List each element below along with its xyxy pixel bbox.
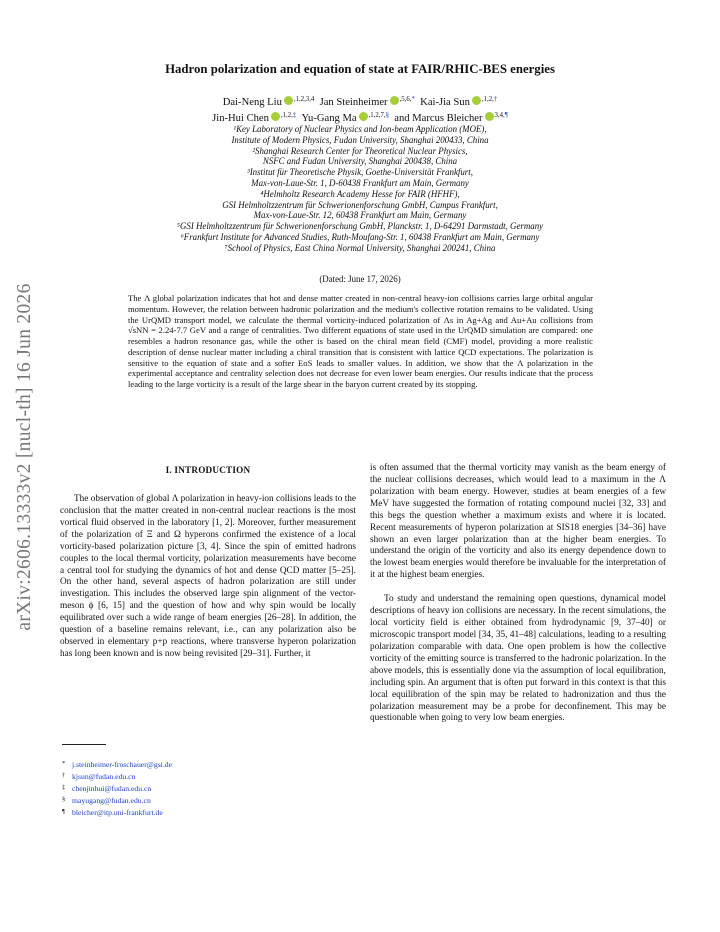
orcid-icon[interactable] (359, 112, 368, 121)
affiliation-line: ¹Key Laboratory of Nuclear Physics and Ion-beam Application (MOE), (233, 124, 487, 134)
email-link[interactable]: chenjinhui@fudan.edu.cn (72, 784, 152, 794)
affiliation-line: ²Shanghai Research Center for Theoretical Nuclear Physics, (252, 145, 468, 156)
affiliation-line: ³Institut für Theoretische Physik, Goethe-Universität Frankfurt, (247, 167, 473, 178)
author-affil-sup: ,1,2,7, (368, 112, 386, 119)
affiliation-line: Max-von-Laue-Str. 12, 60438 Frankfurt am Main, Germany (253, 210, 467, 221)
affiliation-line: Institute of Modern Physics, Fudan University, Shanghai 200433, China (231, 134, 489, 145)
left-column (60, 494, 356, 661)
footnote-mark: * (62, 760, 66, 767)
affiliation-line: ⁵GSI Helmholtzzentrum für Schwerionenforschung GmbH, Planckstr. 1, D-64291 Darmstadt, Germany (176, 221, 544, 232)
affiliations (60, 124, 660, 254)
author-affil-sup: ,1,2,3,4 (293, 96, 315, 103)
arxiv-stamp-text: arXiv:2606.13333v2 [nucl-th] 16 Jun 2026 (14, 283, 35, 631)
author-name: Kai-Jia Sun (420, 97, 470, 108)
footnote (62, 782, 358, 794)
arxiv-stamp (8, 282, 42, 632)
affiliation-line: ⁷School of Physics, East China Normal University, Shanghai 200241, China (224, 242, 496, 253)
orcid-icon[interactable] (485, 112, 494, 121)
orcid-icon[interactable] (472, 96, 481, 105)
author-name: Marcus Bleicher (412, 113, 483, 124)
footnote-mark: † (62, 772, 66, 780)
dated-line: (Dated: June 17, 2026) (319, 274, 401, 284)
author-affil-sup: ,5,6, (399, 96, 412, 103)
paragraph: The observation of global Λ polarization in heavy-ion collisions leads to the conclusion that the matter created in non-central nuclear reactions is the most vortical fluid observed in the laboratory [1, 2]. Moreover, further measurement of the polarization of Ξ and Ω hyperons confirmed the existence of a local vorticity-based polarization picture [3, 4]. Since the spin of emitted hadrons couples to the local thermal vorticity, polarization measurements have become a central tool for studying the dynamics of hot and dense QCD matter [5–25]. On the other hand, several aspects of hadron polarization are still under investigation. This includes the observed large spin alignment of the vector-meson ϕ [6, 15] and the question of how and why spin would be locally equilibrated over such a wide range of beam energies [26–28]. In addition, the question of a baseline remains relevant, i.e., can any polarization also be observed in elementary p+p reactions, where transverse hyperon polarization has long been known and is now being revisited [29–31]. Further, it (60, 494, 356, 659)
footnote (62, 770, 358, 782)
affiliation-line: ⁴Helmholtz Research Academy Hesse for FAIR (HFHF), (260, 188, 460, 199)
footnote-link[interactable]: † (493, 96, 498, 103)
author-name: Jin-Hui Chen (212, 113, 269, 124)
paper-title: Hadron polarization and equation of state at FAIR/RHIC-BES energies (165, 62, 555, 76)
footnote-link[interactable]: ‡ (292, 112, 297, 119)
affiliation-line: GSI Helmholtzzentrum für Schwerionenforschung GmbH, Campus Frankfurt, (222, 199, 498, 210)
abstract: The Λ global polarization indicates that hot and dense matter created in non-central heavy-ion collisions carries large orbital angular momentum. However, the relation between hadronic polarization and the medium's collective rotation remains to be validated. Using the UrQMD transport model, we calculate the thermal vorticity-induced polarization of Λs in Ag+Ag and Au+Au collisions from √sNN = 2.24-7.7 GeV and a range of centralities. Two different equations of state used in the UrQMD simulation are compared: one resembles a hadron resonance gas, while the other is based on the chiral mean field (CMF) model, providing a more realistic description of dense nuclear matter including a chiral transition that is consistent with lattice QCD expectations. The polarization is sensitive to the equation of state and a softer EoS leads to smaller values. In addition, we show that the Λ polarization in the experimental acceptance and centrality selection does not decrease for even lower beam energies. Our results indicate that the process leading to the large vorticity is a result of the large shear in the baryon current created by its stopping. (128, 293, 593, 389)
email-link[interactable]: mayugang@fudan.edu.cn (72, 796, 151, 806)
author-name: Yu-Gang Ma (301, 113, 357, 124)
footnote (62, 794, 358, 806)
footnote-mark: § (62, 796, 66, 804)
footnote-link[interactable]: ¶ (504, 112, 508, 119)
author-affil-sup: ,1,2, (280, 112, 293, 119)
email-link[interactable]: kjsun@fudan.edu.cn (72, 772, 136, 782)
footnote-mark: ‡ (62, 784, 66, 792)
author-list (60, 93, 660, 125)
affiliation-line: NSFC and Fudan University, Shanghai 200438, China (262, 156, 458, 167)
author-line-1 (60, 93, 660, 109)
affiliation-line: ⁶Frankfurt Institute for Advanced Studies, Ruth-Moufang-Str. 1, 60438 Frankfurt am Main, Germany (180, 231, 540, 242)
footnote (62, 758, 358, 770)
footnotes (62, 758, 358, 818)
orcid-icon[interactable] (390, 96, 399, 105)
footnote-mark: ¶ (62, 808, 65, 816)
paragraph: is often assumed that the thermal vorticity may vanish as the beam energy of the nuclear collisions decreases, which would lead to a maximum in the Λ polarization with beam energy. However, studies at beam energies of a few MeV have suggested the formation of rotating compound nuclei [32, 33] and this begs the question whether a maximum exists and where it is located. Recent measurements of hyperon polarization at SIS18 energies [34–36] have shown an even larger polarization than at the higher beam energies. To understand the origin of the vorticity and also its energy dependence down to the lowest beam energies would therefore be invaluable for the interpretation of it at the highest beam energies. (370, 463, 666, 581)
footnote-rule (62, 744, 106, 745)
affiliation-line: Max-von-Laue-Str. 1, D-60438 Frankfurt am Main, Germany (251, 177, 469, 188)
author-name: Jan Steinheimer (319, 97, 388, 108)
section-heading-introduction: I. INTRODUCTION (165, 465, 251, 475)
footnote (62, 806, 358, 818)
right-column (370, 463, 666, 725)
paragraph: To study and understand the remaining open questions, dynamical model descriptions of heavy ion collisions are necessary. In the recent simulations, the local vorticity field is either obtained from hydrodynamic [9, 37–40] or microscopic transport model [34, 35, 41–48] calculations, leading to a resulting polarization comparable with data. One open problem is how the collective vorticity of the emitting source is transferred to the hadronic polarization. In the above models, this is essentially done via the assumption of local equilibration, including spin. An argument that is often put forward in this context is that this local equilibration of the spin may be related to hadronization and thus the polarization measurement may be a probe for deconfinement. This may be questionable when going to very low beam energies. (370, 594, 666, 724)
footnote-link[interactable]: * (411, 96, 415, 103)
email-link[interactable]: bleicher@itp.uni-frankfurt.de (72, 808, 163, 818)
author-line-2: Jin-Hui Chen $^{,1,2,\ddagger}$ Yu-Gang Ma $^{,1,2,7,\S}$ and Marcus Bleicher $^{3,4,\P}$ (212, 112, 508, 124)
orcid-icon[interactable] (271, 112, 280, 121)
footnote-link[interactable]: § (385, 112, 389, 119)
email-link[interactable]: j.steinheimer-froschauer@gsi.de (72, 760, 172, 769)
author-name: Dai-Neng Liu (222, 97, 282, 108)
orcid-icon[interactable] (284, 96, 293, 105)
author-affil-sup: ,1,2, (481, 96, 494, 103)
author-affil-sup: 3,4, (494, 112, 505, 119)
